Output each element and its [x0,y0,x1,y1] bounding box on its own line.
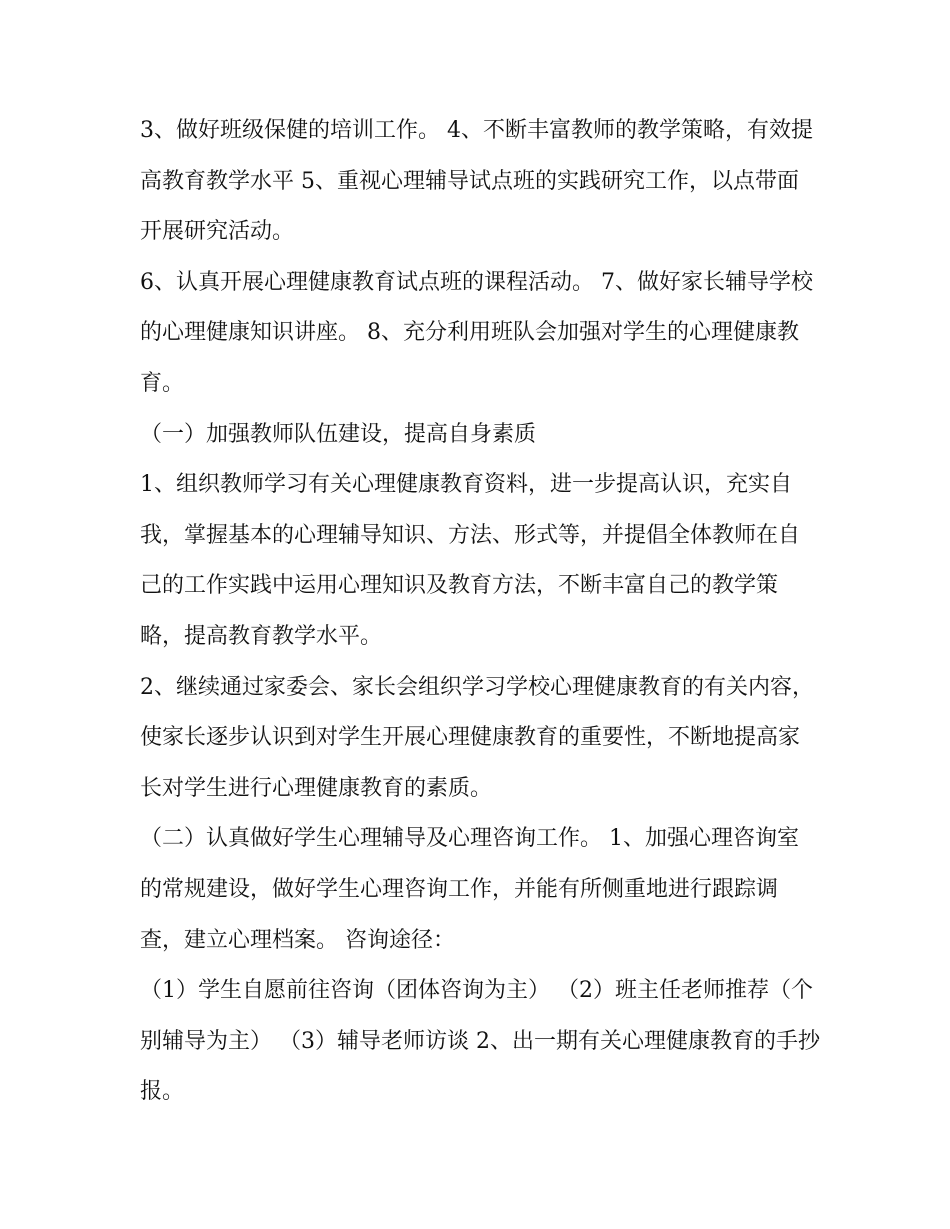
paragraph-training-strategy: 3、做好班级保健的培训工作。 4、不断丰富教师的教学策略，有效提高教育教学水平 5、重视心理辅导试点班的实践研究工作，以点带面开展研究活动。 [140,118,813,245]
section-heading-teacher-team: （一）加强教师队伍建设，提高自身素质 [140,421,537,447]
paragraph-teacher-study: 1、组织教师学习有关心理健康教育资料，进一步提高认识，充实自我，掌握基本的心理辅导知识、方法、形式等，并提倡全体教师在自己的工作实践中运用心理知识及教育方法，不断丰富自己的教学策略，提高教育教学水平。 [140,472,801,649]
paragraph-counseling-channels: （1）学生自愿前往咨询（团体咨询为主） （2）班主任老师推荐（个别辅导为主） （3）辅导老师访谈 2、出一期有关心理健康教育的手抄报。 [140,978,820,1105]
document-body [140,106,820,1118]
paragraph-counseling-work: （二）认真做好学生心理辅导及心理咨询工作。 1、加强心理咨询室的常规建设，做好学生心理咨询工作，并能有所侧重地进行跟踪调查，建立心理档案。 咨询途径： [140,826,799,953]
paragraph-pilot-class-activities: 6、认真开展心理健康教育试点班的课程活动。 7、做好家长辅导学校的心理健康知识讲座。 8、充分利用班队会加强对学生的心理健康教育。 [140,269,813,396]
paragraph-parent-committee: 2、继续通过家委会、家长会组织学习学校心理健康教育的有关内容，使家长逐步认识到对学生开展心理健康教育的重要性，不断地提高家长对学生进行心理健康教育的素质。 [140,674,814,801]
